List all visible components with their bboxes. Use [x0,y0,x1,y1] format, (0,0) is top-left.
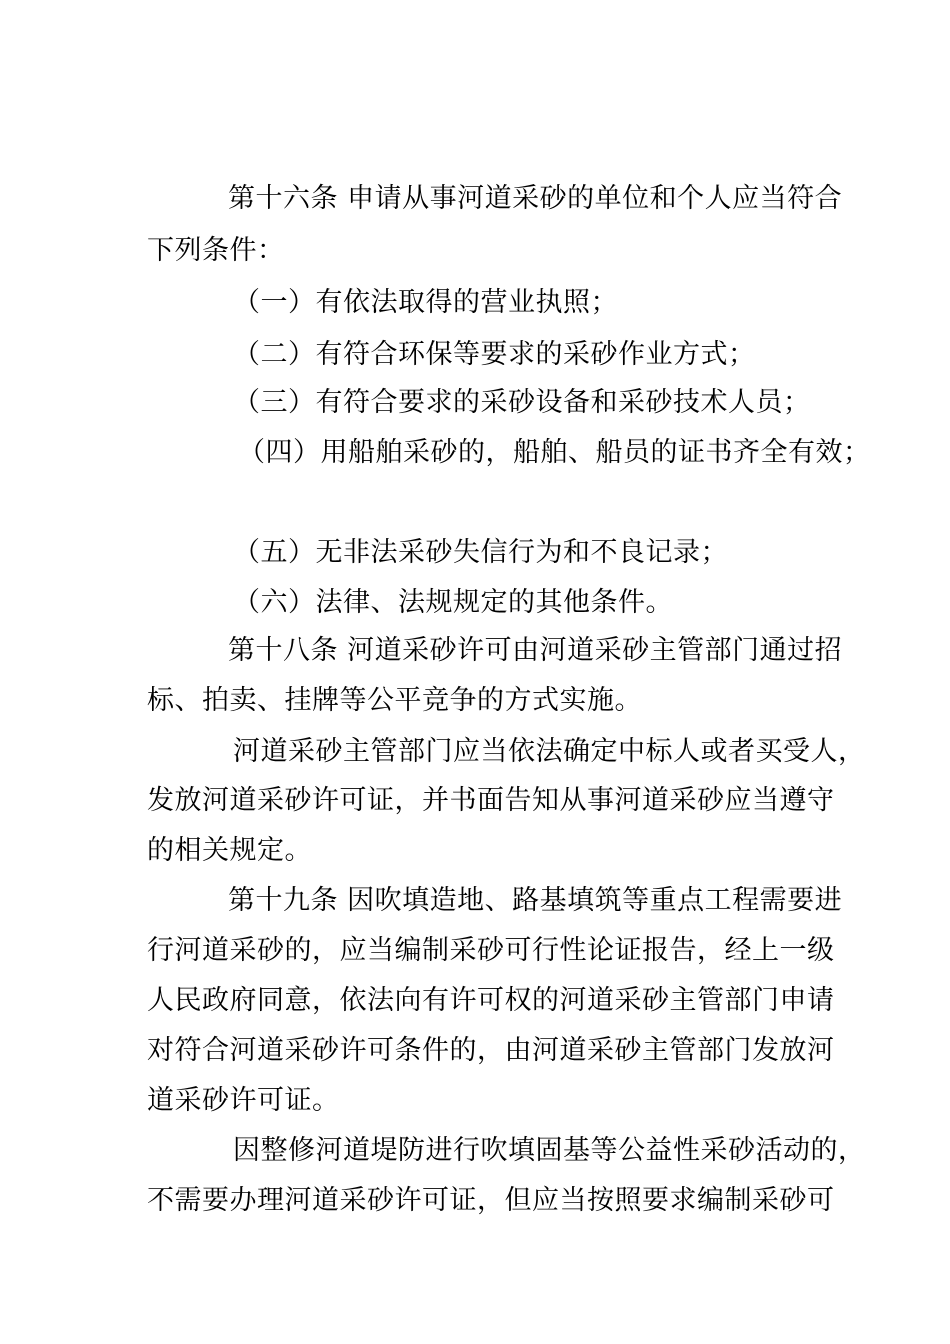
article-18-line-2: 标、拍卖、挂牌等公平竞争的方式实施。 [147,685,642,716]
article-18-line-1: 第十八条 河道采砂许可由河道采砂主管部门通过招 [228,635,843,666]
condition-item-1: （一）有依法取得的营业执照； [233,287,618,318]
article-18-para-2-line-2: 发放河道采砂许可证，并书面告知从事河道采砂应当遵守 [147,785,835,816]
article-19-para-2-line-2: 不需要办理河道采砂许可证，但应当按照要求编制采砂可 [147,1185,835,1216]
article-19-line-3: 人民政府同意，依法向有许可权的河道采砂主管部门申请 [147,985,835,1016]
article-19-line-4: 对符合河道采砂许可条件的，由河道采砂主管部门发放河 [147,1035,835,1066]
condition-item-2: （二）有符合环保等要求的采砂作业方式； [233,339,756,370]
condition-item-3: （三）有符合要求的采砂设备和采砂技术人员； [233,387,811,418]
condition-item-4: （四）用船舶采砂的，船舶、船员的证书齐全有效； [238,437,871,468]
condition-item-5: （五）无非法采砂失信行为和不良记录； [233,537,728,568]
article-18-para-2-line-3: 的相关规定。 [147,835,312,866]
article-19-line-1: 第十九条 因吹填造地、路基填筑等重点工程需要进 [228,885,843,916]
condition-item-6: （六）法律、法规规定的其他条件。 [233,587,673,618]
article-19-line-2: 行河道采砂的，应当编制采砂可行性论证报告，经上一级 [147,935,835,966]
article-16-line-2: 下列条件： [147,235,285,266]
article-18-para-2-line-1: 河道采砂主管部门应当依法确定中标人或者买受人， [233,736,866,767]
article-16-line-1: 第十六条 申请从事河道采砂的单位和个人应当符合 [228,183,843,214]
article-19-para-2-line-1: 因整修河道堤防进行吹填固基等公益性采砂活动的， [233,1135,866,1166]
article-19-line-5: 道采砂许可证。 [147,1085,340,1116]
